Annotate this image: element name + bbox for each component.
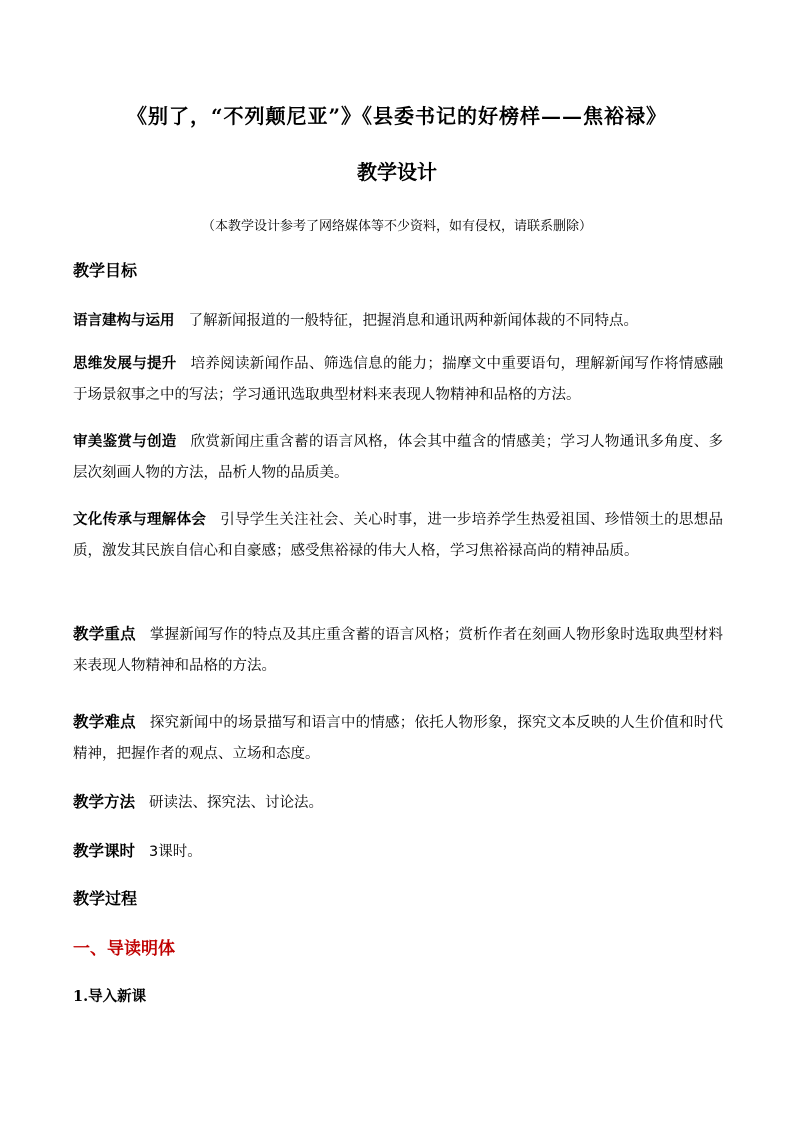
hours xyxy=(73,836,723,868)
hours-label: 教学课时 xyxy=(73,842,136,860)
objective-2 xyxy=(73,349,723,411)
objectives-heading: 教学目标 xyxy=(73,261,138,280)
objective-2-text: 培养阅读新闻作品、筛选信息的能力；揣摩文中重要语句，理解新闻写作将情感融于场景叙事之中的写法；学习通讯选取典型材料来表现人物精神和品格的方法。 xyxy=(73,356,724,403)
hours-text: 3课时。 xyxy=(149,844,202,860)
key-points xyxy=(73,619,723,682)
objective-4 xyxy=(73,505,723,567)
difficulties-label: 教学难点 xyxy=(73,713,136,731)
methods-label: 教学方法 xyxy=(73,793,136,811)
methods xyxy=(73,787,723,819)
process-heading: 教学过程 xyxy=(73,889,138,908)
document-title: 《别了，“不列颠尼亚”》《县委书记的好榜样——焦裕禄》 xyxy=(126,104,667,128)
objective-4-label: 文化传承与理解体会 xyxy=(73,512,207,528)
section-1-sub-1: 1.导入新课 xyxy=(73,988,147,1005)
difficulties-text: 探究新闻中的场景描写和语言中的情感；依托人物形象，探究文本反映的人生价值和时代精神，把握作者的观点、立场和态度。 xyxy=(73,715,723,762)
objective-1 xyxy=(73,306,723,337)
objective-3-text: 欣赏新闻庄重含蓄的语言风格，体会其中蕴含的情感美；学习人物通讯多角度、多层次刻画人物的方法，品析人物的品质美。 xyxy=(73,434,724,481)
objective-2-label: 思维发展与提升 xyxy=(73,356,177,372)
copyright-note: （本教学设计参考了网络媒体等不少资料，如有侵权，请联系删除） xyxy=(201,219,592,234)
objective-1-label: 语言建构与运用 xyxy=(73,313,175,329)
objective-1-text: 了解新闻报道的一般特征，把握消息和通讯两种新闻体裁的不同特点。 xyxy=(188,313,638,329)
document-subtitle: 教学设计 xyxy=(357,160,437,184)
difficulties xyxy=(73,707,723,770)
section-1-heading: 一、导读明体 xyxy=(73,939,175,959)
objective-4-text: 引导学生关注社会、关心时事，进一步培养学生热爱祖国、珍惜领土的思想品质，激发其民族自信心和自豪感；感受焦裕禄的伟大人格，学习焦裕禄高尚的精神品质。 xyxy=(73,512,724,559)
key-points-text: 掌握新闻写作的特点及其庄重含蓄的语言风格；赏析作者在刻画人物形象时选取典型材料来表现人物精神和品格的方法。 xyxy=(73,627,723,674)
objective-3 xyxy=(73,427,723,489)
key-points-label: 教学重点 xyxy=(73,625,136,643)
methods-text: 研读法、探究法、讨论法。 xyxy=(149,795,324,811)
objective-3-label: 审美鉴赏与创造 xyxy=(73,434,177,450)
